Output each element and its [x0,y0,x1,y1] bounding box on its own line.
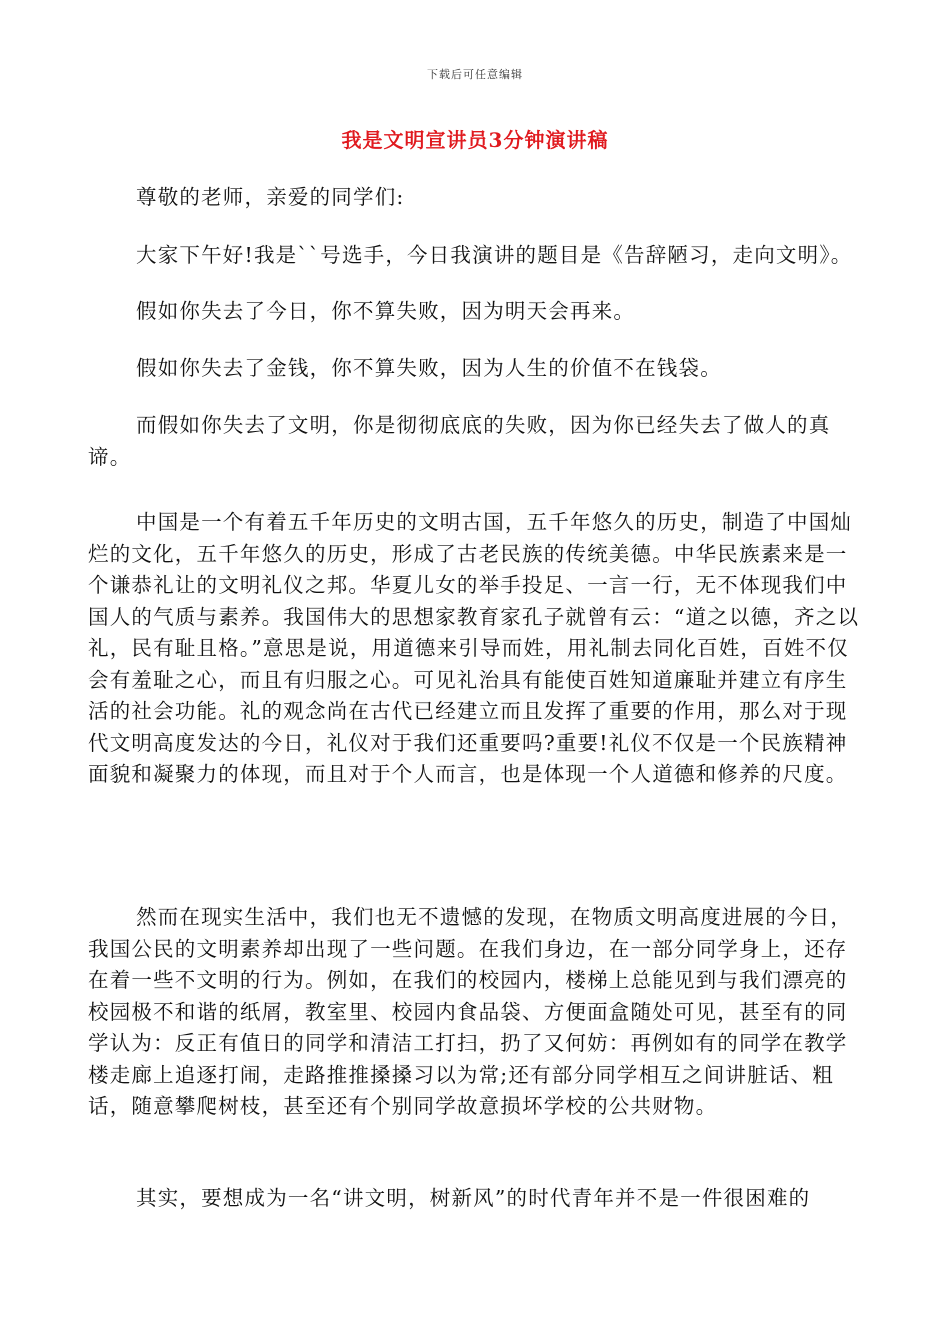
paragraph-lose-money [88,353,868,385]
paragraph-text: 而假如你失去了文明，你是彻彻底底的失败，因为你已经失去了做人的真谛。 [88,413,831,469]
paragraph-text: 大家下午好!我是``号选手，今日我演讲的题目是《告辞陋习，走向文明》。 [136,243,853,267]
paragraph-text: 假如你失去了金钱，你不算失败，因为人生的价值不在钱袋。 [136,356,722,380]
paragraph-greeting [88,182,868,214]
page-title: 我是文明宣讲员3分钟演讲稿 [341,128,609,152]
paragraph-lose-today [88,296,868,328]
paragraph-text: 中国是一个有着五千年历史的文明古国，五千年悠久的历史，制造了中国灿烂的文化，五千年悠久的历史，形成了古老民族的传统美德。中华民族素来是一个谦恭礼让的文明礼仪之邦。华夏儿女的举手投足、一言一行，无不体现我们中国人的气质与素养。我国伟大的思想家教育家孔子就曾有云：“道之以德，齐之以礼，民有耻且格。”意思是说，用道德来引导而姓，用礼制去同化百姓，百姓不仅会有羞耻之心，而且有归服之心。可见礼治具有能使百姓知道廉耻并建立有序生活的社会功能。礼的观念尚在古代已经建立而且发挥了重要的作用，那么对于现代文明高度发达的今日，礼仪对于我们还重要吗?重要!礼仪不仅是一个民族精神面貌和凝聚力的体现，而且对于个人而言，也是体现一个人道德和修养的尺度。 [88,510,860,786]
paragraph-text: 尊敬的老师，亲爱的同学们: [136,185,405,209]
paragraph-text: 假如你失去了今日，你不算失败，因为明天会再来。 [136,299,636,323]
paragraph-lose-civility [88,410,868,473]
paragraph-china [88,507,868,791]
header-note: 下载后可任意编辑 [427,68,523,81]
paragraph-intro [88,240,908,272]
paragraph-actually [88,1183,868,1215]
paragraph-reality [88,902,868,1123]
paragraph-text: 其实，要想成为一名“讲文明，树新风”的时代青年并不是一件很困难的 [136,1186,811,1210]
paragraph-text: 然而在现实生活中，我们也无不遗憾的发现，在物质文明高度进展的今日，我国公民的文明素养却出现了一些问题。在我们身边，在一部分同学身上，还存在着一些不文明的行为。例如，在我们的校园内，楼梯上总能见到与我们漂亮的校园极不和谐的纸屑，教室里、校园内食品袋、方便面盒随处可见，甚至有的同学认为：反正有值日的同学和清洁工打扫，扔了又何妨：再例如有的同学在教学楼走廊上追逐打闹，走路推推搡搡习以为常;还有部分同学相互之间讲脏话、粗话，随意攀爬树枝，甚至还有个别同学故意损坏学校的公共财物。 [88,905,853,1118]
